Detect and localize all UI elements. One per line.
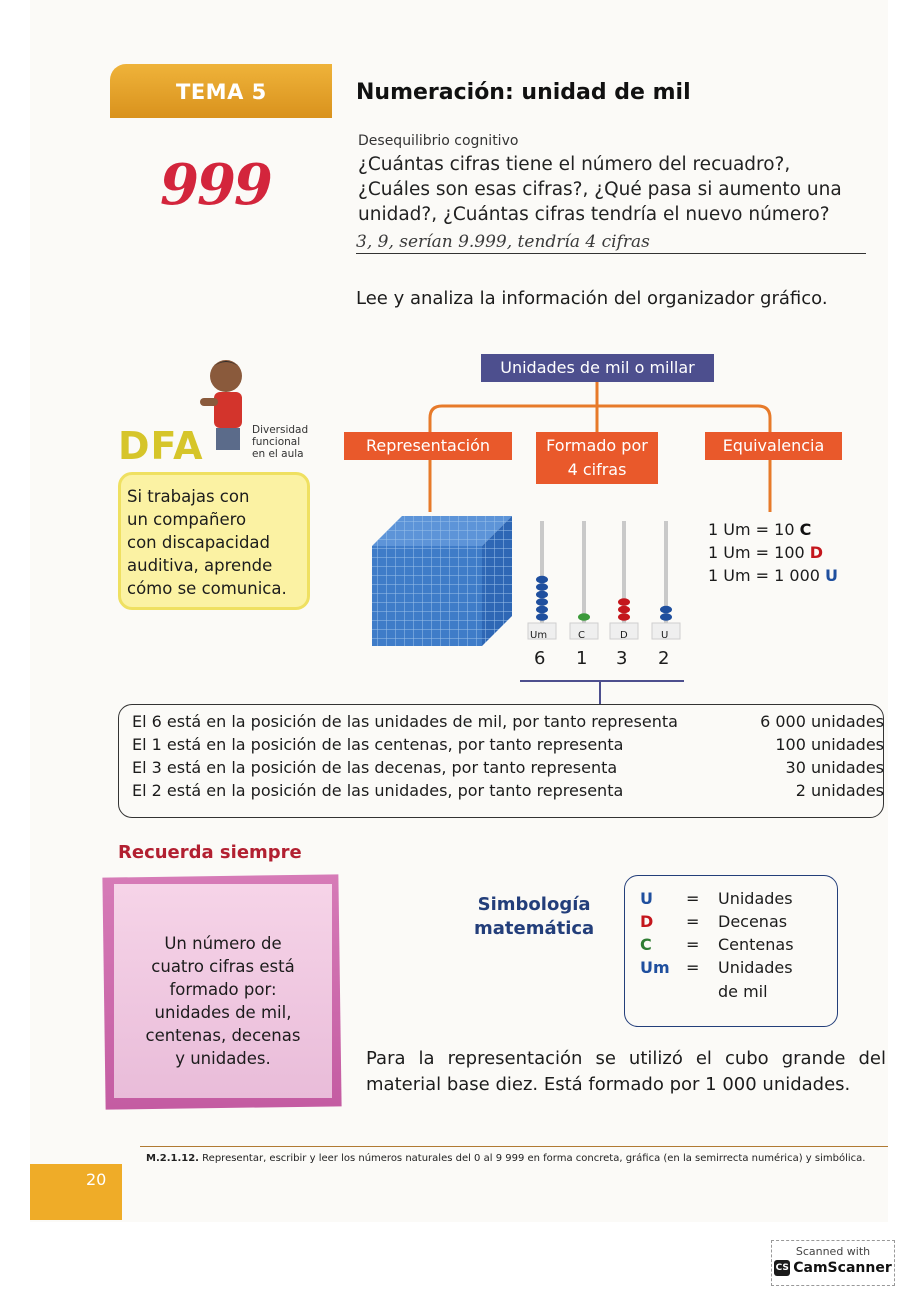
symbol: D — [640, 912, 654, 931]
explanation-text: El 2 está en la posición de las unidades, por tanto representa — [132, 781, 624, 800]
symbol-equals: = — [686, 958, 700, 977]
base-ten-cube-icon — [368, 512, 518, 652]
camscanner-icon: CS — [774, 1260, 790, 1276]
dfa-logo: DFA — [118, 424, 204, 468]
tema-label: TEMA 5 — [176, 80, 267, 104]
instruction: Lee y analiza la información del organizador gráfico. — [356, 288, 828, 309]
symbol-name: Centenas — [718, 935, 794, 954]
symbol: C — [640, 935, 652, 954]
abacus-digit: 6 — [534, 648, 546, 669]
explanation-value: 6 000 unidades — [760, 712, 884, 731]
explanation-text: El 3 está en la posición de las decenas, por tanto representa — [132, 758, 618, 777]
equivalence-row: 1 Um = 10 C — [708, 520, 812, 539]
abacus-bead — [536, 613, 548, 621]
symbol-name: Decenas — [718, 912, 788, 931]
branch-formado: Formado por 4 cifras — [536, 432, 658, 484]
question-line: ¿Cuántas cifras tiene el número del recuadro?, — [358, 154, 791, 175]
abacus-bead — [578, 613, 590, 621]
symbol-equals: = — [686, 935, 700, 954]
abacus-bead — [536, 598, 548, 606]
abacus-label-um: Um — [530, 630, 548, 641]
abacus-label-c: C — [578, 630, 585, 641]
branch-equivalencia: Equivalencia — [705, 432, 842, 460]
symbol-equals: = — [686, 912, 700, 931]
abacus-digit: 2 — [658, 648, 670, 669]
explanation-value: 100 unidades — [775, 735, 884, 754]
abacus-bead — [536, 606, 548, 614]
symbol: Um — [640, 958, 670, 977]
abacus-bead — [536, 576, 548, 584]
branch-representacion: Representación — [344, 432, 512, 460]
abacus-bead — [618, 606, 630, 614]
abacus-rod — [582, 521, 586, 625]
explanation-text: El 1 está en la posición de las centenas, por tanto representa — [132, 735, 624, 754]
question-line: ¿Cuáles son esas cifras?, ¿Qué pasa si aumento una — [358, 179, 842, 200]
footer-divider — [140, 1146, 888, 1147]
boxed-number: 999 — [160, 152, 271, 218]
subhead: Desequilibrio cognitivo — [358, 133, 519, 149]
handwritten-answer: 3, 9, serían 9.999, tendría 4 cifras — [356, 232, 866, 254]
dfa-note: Si trabajas con un compañero con discapacidad auditiva, aprende cómo se comunica. — [118, 472, 310, 610]
abacus-bead — [536, 583, 548, 591]
explanation-text: El 6 está en la posición de las unidades de mil, por tanto representa — [132, 712, 678, 731]
recuerda-note: Un número de cuatro cifras está formado por: unidades de mil, centenas, decenas y unidades. — [114, 884, 332, 1098]
camscanner-watermark: Scanned with CS CamScanner — [771, 1240, 895, 1286]
abacus-bead — [618, 613, 630, 621]
recuerda-title: Recuerda siempre — [118, 842, 302, 863]
abacus-bead — [660, 613, 672, 621]
organizer-main-title: Unidades de mil o millar — [481, 354, 714, 382]
curriculum-note: M.2.1.12. Representar, escribir y leer los números naturales del 0 al 9 999 en forma concreta, gráfica (en la semirrecta numérica) y simbólica. — [146, 1153, 866, 1164]
symbol-name: de mil — [718, 982, 768, 1001]
abacus-bead — [618, 598, 630, 606]
abacus-digit: 3 — [616, 648, 628, 669]
abacus-digit: 1 — [576, 648, 588, 669]
equivalence-row: 1 Um = 100 D — [708, 543, 824, 562]
page-number: 20 — [86, 1170, 107, 1189]
abacus — [520, 515, 696, 645]
page-title: Numeración: unidad de mil — [356, 80, 691, 105]
explanation-value: 30 unidades — [785, 758, 884, 777]
abacus-bead — [536, 591, 548, 599]
abacus-label-u: U — [661, 630, 669, 641]
symbol-name: Unidades — [718, 958, 793, 977]
page-number-tab — [30, 1164, 122, 1220]
abacus-bead — [660, 606, 672, 614]
symbol-equals: = — [686, 889, 700, 908]
symbol-name: Unidades — [718, 889, 793, 908]
abacus-labels — [530, 630, 690, 642]
abacus-label-d: D — [620, 630, 628, 641]
simbologia-title: Simbología matemática — [474, 894, 595, 939]
representation-paragraph: Para la representación se utilizó el cubo grande del material base diez. Está formado por 1 000 unidades. — [366, 1048, 886, 1095]
explanation-value: 2 unidades — [795, 781, 884, 800]
symbol: U — [640, 889, 653, 908]
equivalence-row: 1 Um = 1 000 U — [708, 566, 839, 585]
question-line: unidad?, ¿Cuántas cifras tendría el nuevo número? — [358, 204, 830, 225]
dfa-side-label: Diversidad funcional en el aula — [252, 424, 309, 460]
